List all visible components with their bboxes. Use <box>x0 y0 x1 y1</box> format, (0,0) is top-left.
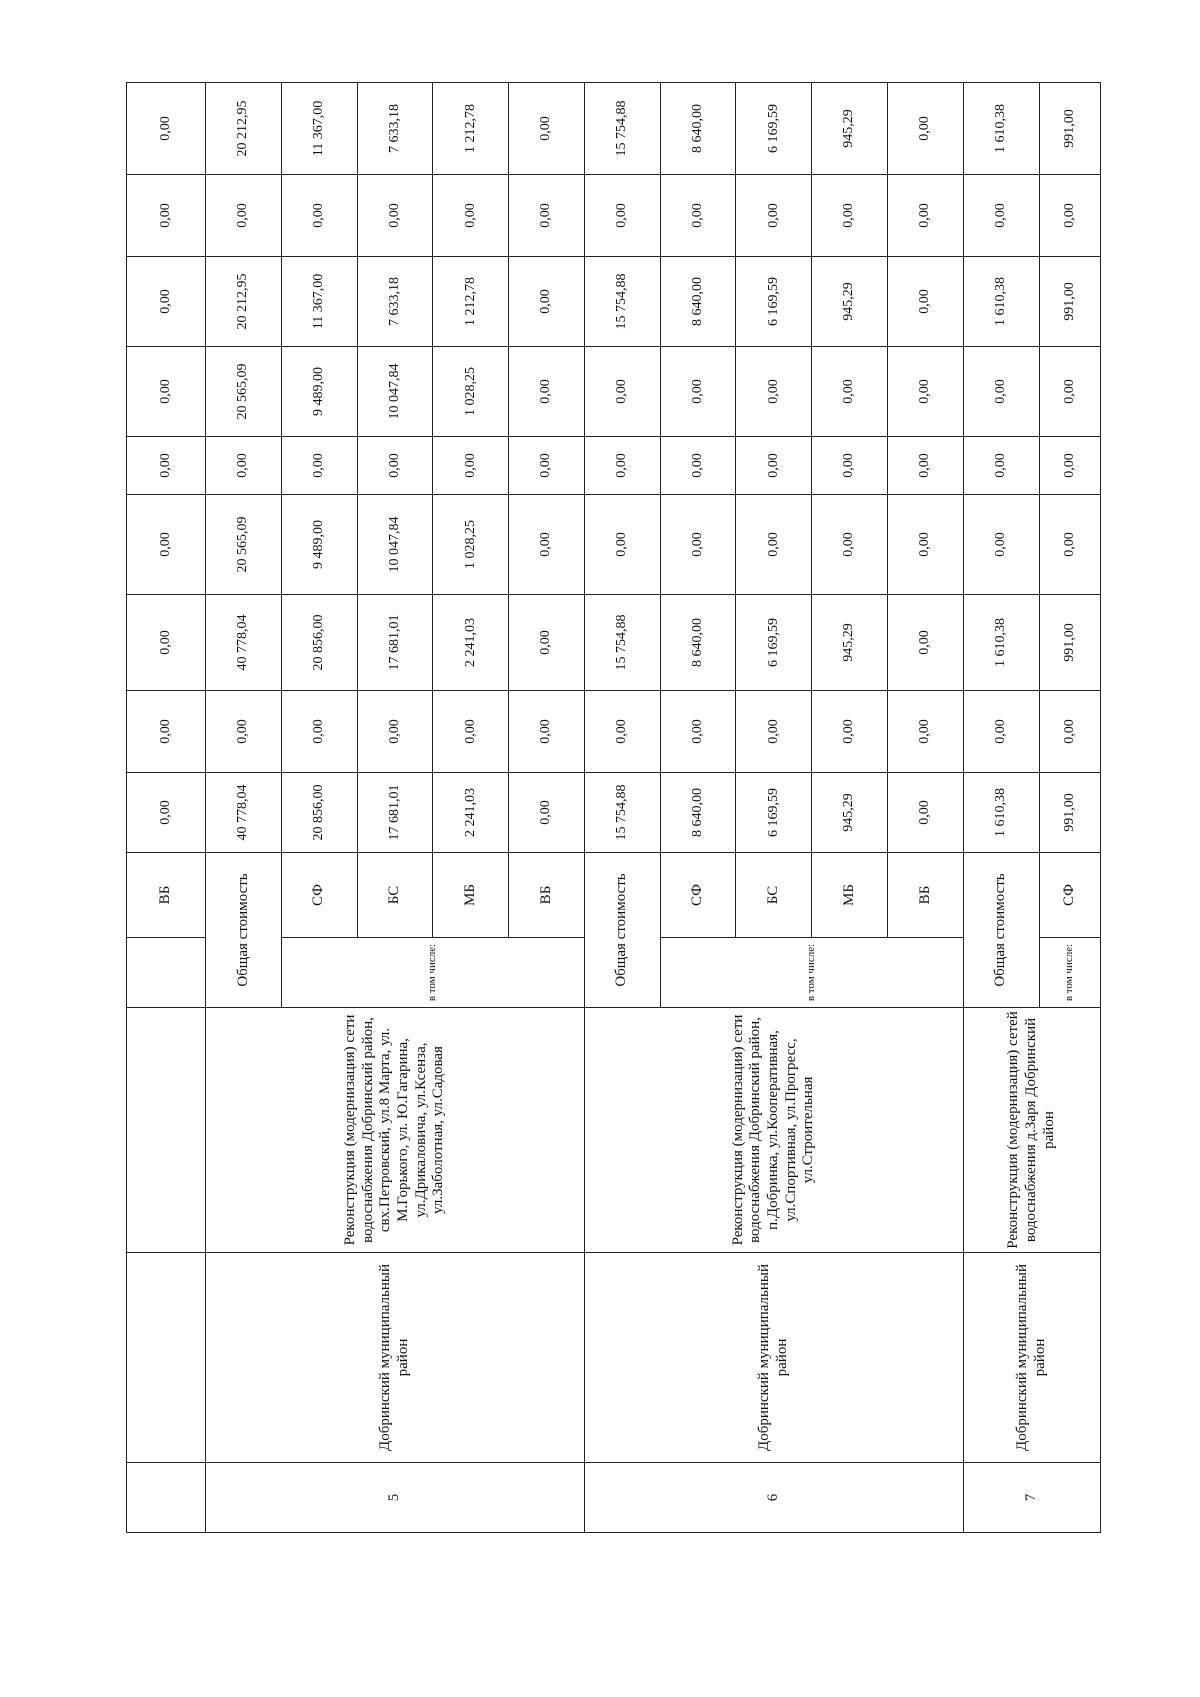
value-cell: 0,00 <box>963 175 1039 257</box>
total-cost-label: Общая стоимость <box>963 853 1039 1008</box>
value-cell: 11 367,00 <box>281 83 357 175</box>
value-cell: 0,00 <box>584 347 660 437</box>
funding-source-cell: СФ <box>281 853 357 938</box>
value-cell: 991,00 <box>1039 257 1100 347</box>
funding-source-cell: БС <box>357 853 433 938</box>
value-cell: 0,00 <box>888 691 964 773</box>
value-cell: 0,00 <box>736 347 812 437</box>
value-cell: 8 640,00 <box>660 595 736 691</box>
value-cell: 17 681,01 <box>357 595 433 691</box>
value-cell: 1 610,38 <box>963 773 1039 853</box>
value-cell: 15 754,88 <box>584 83 660 175</box>
total-cost-label: Общая стоимость <box>584 853 660 1008</box>
including-label: в том числе: <box>281 938 584 1008</box>
table-cell-empty <box>127 1463 206 1533</box>
value-cell: 0,00 <box>206 437 282 495</box>
table-row <box>584 83 660 1533</box>
value-cell: 15 754,88 <box>584 595 660 691</box>
value-cell: 945,29 <box>812 595 888 691</box>
value-cell: 1 212,78 <box>433 83 509 175</box>
value-cell: 0,00 <box>357 175 433 257</box>
value-cell: 945,29 <box>812 83 888 175</box>
value-cell: 0,00 <box>509 773 585 853</box>
value-cell: 2 241,03 <box>433 595 509 691</box>
value-cell: 15 754,88 <box>584 257 660 347</box>
project-description-cell: Реконструкция (модернизация) сети водоснабжения Добринский район, свх.Петровский, ул.8 Марта, ул. М.Горького, ул. Ю.Гагарина, ул.Дрикаловича, ул.Ксенза, ул.Заболотная, ул.Садовая <box>206 1008 585 1253</box>
funding-source-cell: МБ <box>433 853 509 938</box>
funding-source-cell: ВБ <box>888 853 964 938</box>
value-cell: 40 778,04 <box>206 773 282 853</box>
value-cell: 11 367,00 <box>281 257 357 347</box>
value-cell: 0,00 <box>812 437 888 495</box>
value-cell: 20 565,09 <box>206 347 282 437</box>
table-row <box>206 83 282 1533</box>
table-cell-empty <box>127 938 206 1008</box>
value-cell: 1 610,38 <box>963 83 1039 175</box>
table-cell-empty <box>127 1008 206 1253</box>
value-cell: 0,00 <box>888 773 964 853</box>
value-cell: 0,00 <box>1039 691 1100 773</box>
value-cell: 0,00 <box>433 691 509 773</box>
table-row-continuation <box>127 83 206 1533</box>
value-cell: 0,00 <box>963 495 1039 595</box>
table-row <box>963 83 1039 1533</box>
total-cost-label: Общая стоимость <box>206 853 282 1008</box>
value-cell: 20 856,00 <box>281 773 357 853</box>
project-index-cell: 5 <box>206 1463 585 1533</box>
value-cell: 0,00 <box>736 437 812 495</box>
value-cell: 15 754,88 <box>584 773 660 853</box>
value-cell: 1 610,38 <box>963 595 1039 691</box>
rotated-table-container <box>126 100 1101 1533</box>
municipality-cell: Добринский муниципальный район <box>584 1253 963 1463</box>
funding-source-cell: ВБ <box>509 853 585 938</box>
municipality-cell: Добринский муниципальный район <box>963 1253 1100 1463</box>
value-cell: 0,00 <box>433 175 509 257</box>
value-cell: 0,00 <box>509 175 585 257</box>
value-cell: 0,00 <box>127 495 206 595</box>
table-cell-empty <box>127 1253 206 1463</box>
value-cell: 0,00 <box>1039 437 1100 495</box>
value-cell: 0,00 <box>660 495 736 595</box>
value-cell: 9 489,00 <box>281 495 357 595</box>
including-label: в том числе: <box>1039 938 1100 1008</box>
value-cell: 40 778,04 <box>206 595 282 691</box>
value-cell: 0,00 <box>206 691 282 773</box>
value-cell: 6 169,59 <box>736 773 812 853</box>
funding-source-cell: СФ <box>1039 853 1100 938</box>
value-cell: 0,00 <box>509 691 585 773</box>
value-cell: 0,00 <box>888 437 964 495</box>
project-index-cell: 7 <box>963 1463 1100 1533</box>
value-cell: 8 640,00 <box>660 773 736 853</box>
value-cell: 6 169,59 <box>736 257 812 347</box>
value-cell: 0,00 <box>1039 175 1100 257</box>
value-cell: 0,00 <box>127 595 206 691</box>
value-cell: 0,00 <box>660 691 736 773</box>
value-cell: 1 610,38 <box>963 257 1039 347</box>
value-cell: 0,00 <box>812 175 888 257</box>
value-cell: 991,00 <box>1039 83 1100 175</box>
value-cell: 2 241,03 <box>433 773 509 853</box>
funding-source-cell: БС <box>736 853 812 938</box>
value-cell: 0,00 <box>509 257 585 347</box>
including-label: в том числе: <box>660 938 963 1008</box>
value-cell: 0,00 <box>509 437 585 495</box>
value-cell: 0,00 <box>433 437 509 495</box>
value-cell: 0,00 <box>127 83 206 175</box>
value-cell: 1 212,78 <box>433 257 509 347</box>
value-cell: 0,00 <box>888 83 964 175</box>
value-cell: 0,00 <box>127 773 206 853</box>
funding-source-cell: МБ <box>812 853 888 938</box>
value-cell: 0,00 <box>812 495 888 595</box>
value-cell: 0,00 <box>509 83 585 175</box>
value-cell: 0,00 <box>281 437 357 495</box>
value-cell: 10 047,84 <box>357 347 433 437</box>
value-cell: 20 565,09 <box>206 495 282 595</box>
project-index-cell: 6 <box>584 1463 963 1533</box>
value-cell: 0,00 <box>1039 495 1100 595</box>
value-cell: 20 212,95 <box>206 83 282 175</box>
value-cell: 0,00 <box>736 175 812 257</box>
value-cell: 0,00 <box>357 437 433 495</box>
value-cell: 0,00 <box>660 437 736 495</box>
value-cell: 8 640,00 <box>660 257 736 347</box>
value-cell: 0,00 <box>127 691 206 773</box>
value-cell: 0,00 <box>812 347 888 437</box>
value-cell: 0,00 <box>888 595 964 691</box>
value-cell: 0,00 <box>206 175 282 257</box>
value-cell: 0,00 <box>127 437 206 495</box>
value-cell: 8 640,00 <box>660 83 736 175</box>
project-description-cell: Реконструкция (модернизация) сети водоснабжения Добринский район, п.Добринка, ул.Кооперативная, ул.Спортивная, ул.Прогресс, ул.Строительная <box>584 1008 963 1253</box>
value-cell: 0,00 <box>584 495 660 595</box>
value-cell: 1 028,25 <box>433 347 509 437</box>
value-cell: 0,00 <box>963 691 1039 773</box>
value-cell: 0,00 <box>736 495 812 595</box>
value-cell: 991,00 <box>1039 595 1100 691</box>
funding-source-cell: СФ <box>660 853 736 938</box>
value-cell: 945,29 <box>812 773 888 853</box>
value-cell: 6 169,59 <box>736 83 812 175</box>
value-cell: 7 633,18 <box>357 83 433 175</box>
value-cell: 0,00 <box>660 175 736 257</box>
value-cell: 0,00 <box>660 347 736 437</box>
funding-source-cell: ВБ <box>127 853 206 938</box>
value-cell: 0,00 <box>127 175 206 257</box>
project-description-cell: Реконструкция (модернизация) сетей водоснабжения д.Заря Добринский район <box>963 1008 1100 1253</box>
value-cell: 0,00 <box>736 691 812 773</box>
value-cell: 20 212,95 <box>206 257 282 347</box>
value-cell: 9 489,00 <box>281 347 357 437</box>
value-cell: 0,00 <box>584 175 660 257</box>
value-cell: 0,00 <box>357 691 433 773</box>
value-cell: 991,00 <box>1039 773 1100 853</box>
value-cell: 0,00 <box>1039 347 1100 437</box>
value-cell: 7 633,18 <box>357 257 433 347</box>
funding-table <box>126 82 1101 1533</box>
value-cell: 17 681,01 <box>357 773 433 853</box>
value-cell: 0,00 <box>888 347 964 437</box>
value-cell: 0,00 <box>509 495 585 595</box>
value-cell: 0,00 <box>281 175 357 257</box>
value-cell: 10 047,84 <box>357 495 433 595</box>
value-cell: 20 856,00 <box>281 595 357 691</box>
municipality-cell: Добринский муниципальный район <box>206 1253 585 1463</box>
value-cell: 0,00 <box>127 257 206 347</box>
value-cell: 0,00 <box>963 437 1039 495</box>
value-cell: 0,00 <box>584 691 660 773</box>
value-cell: 0,00 <box>127 347 206 437</box>
value-cell: 0,00 <box>888 495 964 595</box>
value-cell: 0,00 <box>963 347 1039 437</box>
value-cell: 0,00 <box>509 347 585 437</box>
value-cell: 0,00 <box>888 175 964 257</box>
value-cell: 945,29 <box>812 257 888 347</box>
value-cell: 0,00 <box>584 437 660 495</box>
value-cell: 0,00 <box>812 691 888 773</box>
value-cell: 0,00 <box>888 257 964 347</box>
value-cell: 1 028,25 <box>433 495 509 595</box>
value-cell: 0,00 <box>509 595 585 691</box>
value-cell: 6 169,59 <box>736 595 812 691</box>
value-cell: 0,00 <box>281 691 357 773</box>
